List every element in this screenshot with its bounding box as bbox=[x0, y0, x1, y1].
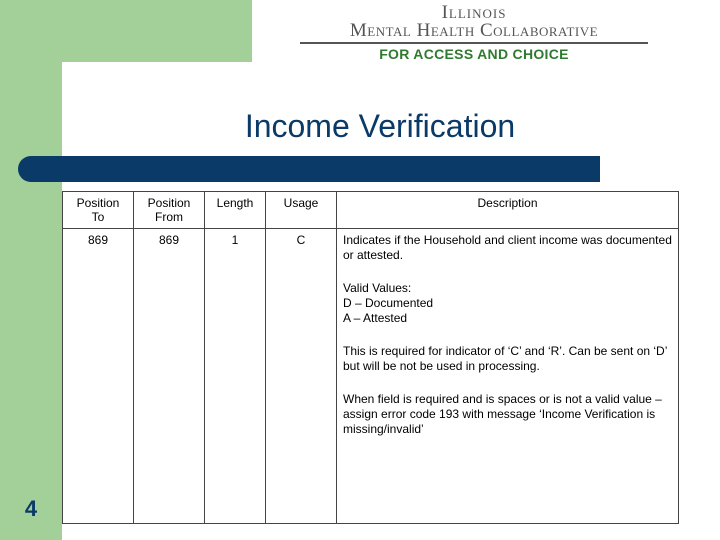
cell-position-to: 869 bbox=[63, 229, 134, 524]
table-header-row bbox=[63, 192, 679, 229]
page-title: Income Verification bbox=[244, 108, 516, 144]
valid-value-a: A – Attested bbox=[343, 311, 408, 325]
header-usage: Usage bbox=[266, 192, 337, 229]
table-row bbox=[63, 229, 679, 524]
collaborative-logo bbox=[296, 2, 652, 64]
valid-values-title: Valid Values: bbox=[343, 281, 412, 295]
logo-tagline: FOR ACCESS AND CHOICE bbox=[379, 46, 569, 62]
description-error-rule: When field is required and is spaces or is not a valid value – assign error code 193 with message ‘Income Verification is missing/invalid’ bbox=[343, 392, 662, 436]
page-number: 4 bbox=[24, 496, 38, 521]
logo-name: Mental Health Collaborative bbox=[349, 20, 599, 41]
cell-usage: C bbox=[266, 229, 337, 524]
green-corner bbox=[62, 0, 252, 62]
description-requirement: This is required for indicator of ‘C’ and ‘R’. Can be sent on ‘D’ but will be not be used in processing. bbox=[343, 344, 667, 373]
header-length: Length bbox=[205, 192, 266, 229]
logo-state: Illinois bbox=[441, 2, 507, 23]
title-underline-bar bbox=[18, 156, 600, 182]
cell-position-from: 869 bbox=[134, 229, 205, 524]
valid-values bbox=[343, 281, 672, 326]
cell-description bbox=[337, 229, 679, 524]
field-spec-table bbox=[62, 191, 679, 524]
logo-rule bbox=[300, 42, 648, 44]
header-description: Description bbox=[337, 192, 679, 229]
header-position-from: Position From bbox=[134, 192, 205, 229]
left-green-band bbox=[0, 0, 62, 540]
description-summary: Indicates if the Household and client income was documented or attested. bbox=[343, 233, 672, 262]
cell-length: 1 bbox=[205, 229, 266, 524]
header-position-to: Position To bbox=[63, 192, 134, 229]
valid-value-d: D – Documented bbox=[343, 296, 434, 310]
